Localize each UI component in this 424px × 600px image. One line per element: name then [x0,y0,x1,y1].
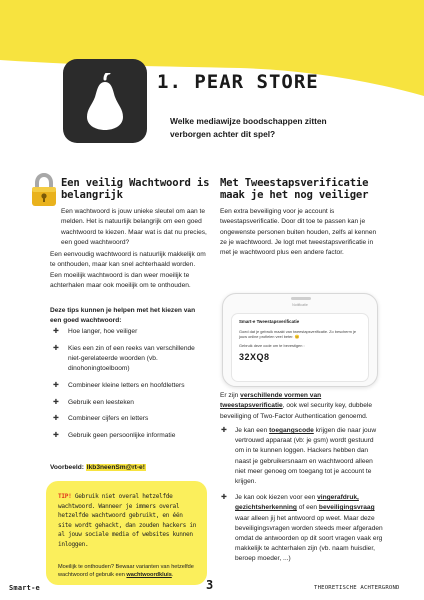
tip-footnote: Moeilijk te onthouden? Bewaar varianten van hetzelfde wachtwoord of gebruik een wachtwoordkluis. [58,564,194,579]
password-vault-link[interactable]: wachtwoordkluis [126,572,172,579]
cross-bullet-icon: ✚ [53,328,59,335]
tip-label: TIP! [58,493,72,500]
password-example: Voorbeeld: Ikb3neenSm@rt-e! [50,464,145,471]
page-number: 3 [206,578,214,592]
page-title: 1. PEAR STORE [157,71,319,93]
two-step-heading: Met Tweestapsverificatie maak je het nog veiliger [220,177,369,201]
cross-bullet-icon: ✚ [53,344,59,352]
two-step-forms: Er zijn verschillende vormen van tweestapsverificatie, ook wel security key, dubbele beveiliging of Two-Factor Authentication genoemd. [220,392,372,420]
two-step-forms-link[interactable]: verschillende vormen van tweestapsverificatie [220,392,322,410]
tips-list [53,327,205,448]
example-password: Ikb3neenSm@rt-e! [86,464,145,471]
list-item: ✚ Je kan een toegangscode krijgen die naar jouw vertrouwd apparaat (vb: je gsm) wordt gestuurd om in te kunnen loggen. Hackers hebben dan naast je gebruikersnaam en wachtwoord alleen niet meer genoeg om toegang tot je account te krijgen. [221,427,377,486]
tip-text: TIP! Gebruik niet overal hetzelfde wachtwoord. Wanneer je immers overal hetzelfde wachtwoord gebruikt, en één site wordt gehackt, dan zouden hackers in al jouw sociale media of websites kunnen inloggen. [58,493,197,548]
password-explanation: Een eenvoudig wachtwoord is natuurlijk makkelijk om te onthouden, maar kan snel achterhaald worden. Een moeilijk wachtwoord is dan weer moeilijk te achterhalen maar ook moeilijk om te onthouden. [50,251,206,289]
tip-box [46,481,207,585]
phone-notch [291,297,311,300]
footer-brand: Smart-e [9,584,40,592]
cross-bullet-icon: ✚ [221,494,227,502]
cross-bullet-icon: ✚ [53,381,59,389]
notification-message: Goed dat je gebruik maakt van tweestapsverificatie. Zo bescherm je jouw online profielen veel beter. 😊 [239,329,356,340]
list-item: ✚ Gebruik geen persoonlijke informatie [53,431,205,441]
list-item: ✚ Gebruik een leesteken [53,398,205,408]
tips-intro: Deze tips kunnen je helpen met het kiezen van een goed wachtwoord: [50,307,196,325]
page-subtitle: Welke mediawijze boodschappen zitten verborgen achter dit spel? [170,116,327,139]
footer-section: THEORETISCHE ACHTERGROND [314,585,400,591]
list-item: ✚ Kies een zin of een reeks van verschillende niet-gerelateerde woorden (vb. dinohoningtoelboom) [53,344,195,373]
list-item: ✚ Combineer cijfers en letters [53,414,205,424]
notification-title: Smart-e Tweestapsverificatie [239,319,300,324]
notification-card [231,313,369,382]
app-icon [63,59,147,143]
phone-header: Notificatie [292,303,308,307]
cross-bullet-icon: ✚ [221,427,227,434]
notification-code-label: Gebruik deze code om te bevestigen : [239,343,305,349]
cross-bullet-icon: ✚ [53,431,59,439]
phone-mockup [222,293,378,387]
padlock-icon [29,173,59,211]
two-step-options-list [221,426,384,571]
list-item: ✚ Je kan ook kiezen voor een vingerafdruk, gezichtsherkenning of een beveiligingsvraag waar alleen jij het antwoord op weet. Maar deze beveiligingsvragen worden steeds meer afgeraden omdat de antwoorden op dit soort vragen vaak erg makkelijk te achterhalen zijn (vb. naam huisdier, beroep moeder, ...) [221,494,383,563]
two-step-intro: Een extra beveiliging voor je account is tweestapsverificatie. Door dit toe te passen kan je ongewenste personen buiten houden, zelfs al kennen ze je wachtwoord. Je logt met tweestapsverificatie in met je wachtwoord plus een andere factor. [220,208,377,257]
verification-code: 32XQ8 [239,352,270,363]
list-item: ✚ Hoe langer, hoe veiliger [53,327,205,337]
list-item: ✚ Combineer kleine letters en hoofdletters [53,381,205,391]
password-heading: Een veilig Wachtwoord is belangrijk [61,177,210,201]
pear-icon [83,73,127,131]
cross-bullet-icon: ✚ [53,398,59,406]
password-intro: Een wachtwoord is jouw unieke sleutel om aan te melden. Het is natuurlijk belangrijk om een goed wachtwoord te kiezen. Maar wat is dat nu precies, een goed wachtwoord? [61,208,207,246]
cross-bullet-icon: ✚ [53,415,59,423]
